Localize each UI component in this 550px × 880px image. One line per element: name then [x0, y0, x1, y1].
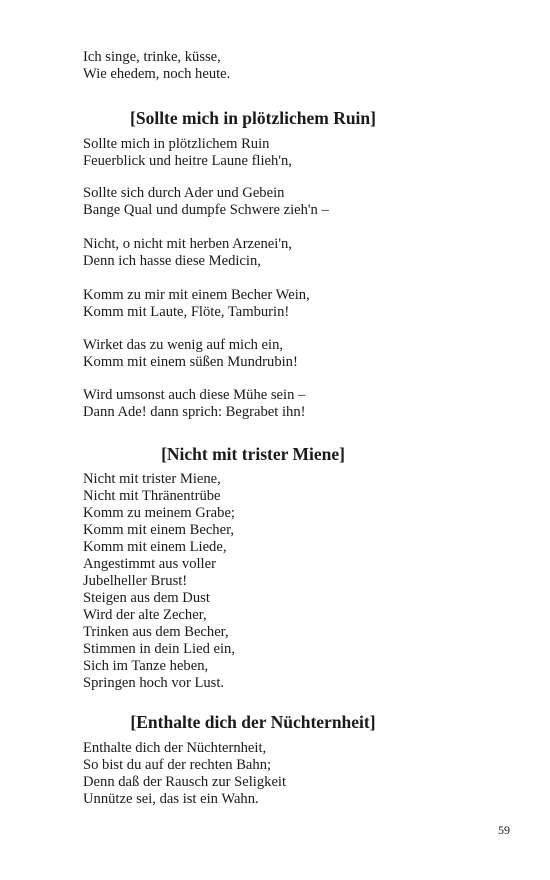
poem-line: Nicht, o nicht mit herben Arzenei'n,	[83, 236, 292, 252]
poem-line: Nicht mit trister Miene,	[83, 471, 221, 487]
poem-line: Denn ich hasse diese Medicin,	[83, 253, 261, 269]
poem-line: Sich im Tanze heben,	[83, 658, 209, 674]
poem-line: Feuerblick und heitre Laune flieh'n,	[83, 153, 292, 169]
poem-line: Trinken aus dem Becher,	[83, 624, 229, 640]
poem-title: [Enthalte dich der Nüchternheit]	[130, 712, 376, 732]
poem-line: Sollte sich durch Ader und Gebein	[83, 185, 285, 201]
poem-line: Wird umsonst auch diese Mühe sein –	[83, 387, 306, 403]
poem-line: Komm mit einem süßen Mundrubin!	[83, 354, 298, 370]
intro-line: Ich singe, trinke, küsse,	[83, 49, 221, 65]
intro-line: Wie ehedem, noch heute.	[83, 66, 231, 82]
poem-line: Angestimmt aus voller	[83, 556, 216, 572]
poem-line: Komm zu meinem Grabe;	[83, 505, 235, 521]
poem-line: Enthalte dich der Nüchternheit,	[83, 740, 267, 756]
poem-line: Nicht mit Thränentrübe	[83, 488, 221, 504]
poem-title: [Sollte mich in plötzlichem Ruin]	[130, 108, 376, 128]
page-number: 59	[498, 823, 510, 837]
poem-line: Komm mit einem Liede,	[83, 539, 227, 555]
poem-line: So bist du auf der rechten Bahn;	[83, 757, 272, 773]
poem-line: Stimmen in dein Lied ein,	[83, 641, 235, 657]
poem-line: Denn daß der Rausch zur Seligkeit	[83, 774, 287, 790]
poem-line: Komm mit einem Becher,	[83, 522, 234, 538]
poem-line: Wird der alte Zecher,	[83, 607, 207, 623]
poem-line: Komm zu mir mit einem Becher Wein,	[83, 287, 310, 303]
poem-line: Bange Qual und dumpfe Schwere zieh'n –	[83, 202, 329, 218]
poem-line: Wirket das zu wenig auf mich ein,	[83, 337, 284, 353]
poem-line: Dann Ade! dann sprich: Begrabet ihn!	[83, 404, 306, 420]
poem-line: Springen hoch vor Lust.	[83, 675, 225, 691]
poem-line: Unnütze sei, das ist ein Wahn.	[83, 791, 259, 807]
poem-line: Jubelheller Brust!	[83, 573, 188, 589]
poem-line: Sollte mich in plötzlichem Ruin	[83, 136, 270, 152]
poem-line: Komm mit Laute, Flöte, Tamburin!	[83, 304, 290, 320]
poem-line: Steigen aus dem Dust	[83, 590, 210, 606]
poem-title: [Nicht mit trister Miene]	[161, 444, 345, 464]
